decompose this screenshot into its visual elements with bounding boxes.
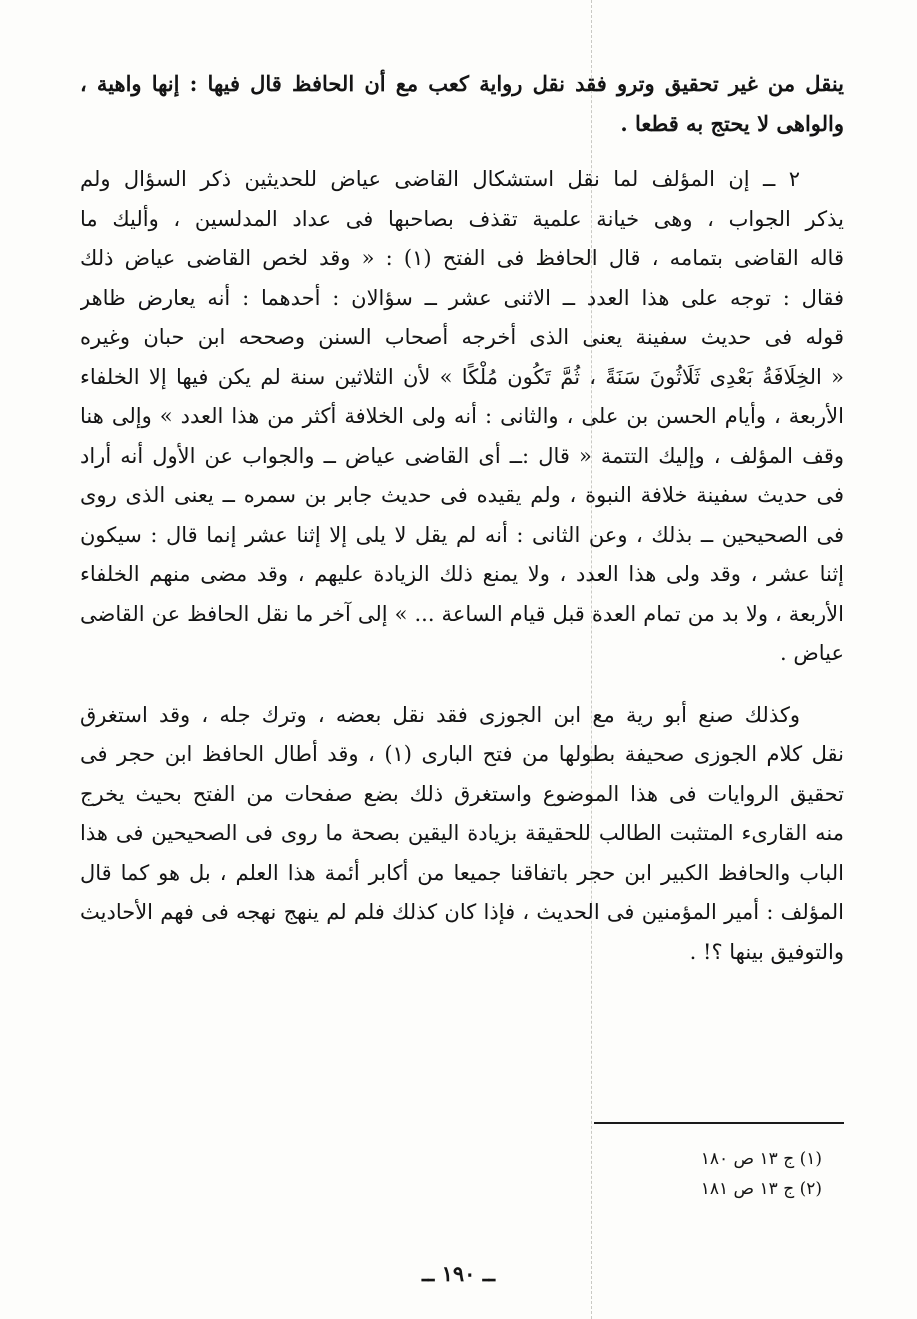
paragraph-1 bbox=[80, 64, 844, 143]
text-line: فى الصحيحين ــ بذلك ، وعن الثانى : أنه لم يقل لا يلى إلا إثنا عشر إنما قال : سيكون bbox=[80, 522, 844, 547]
text-line: ٢ ــ إن المؤلف لما نقل استشكال القاضى عياض للحديثين ذكر السؤال ولم bbox=[80, 167, 800, 191]
footnote-1: (١) ج ١٣ ص ١٨٠ bbox=[700, 1149, 822, 1169]
text-line: قاله القاضى بتمامه ، قال الحافظ فى الفتح (١) : « وقد لخص القاضى عياض ذلك bbox=[80, 246, 844, 270]
paragraph-3 bbox=[80, 696, 844, 973]
text-line: فى حديث سفينة خلافة النبوة ، ولم يقيده فى حديث جابر بن سمره ــ يعنى الذى روى bbox=[80, 483, 844, 507]
text-line: وقف المؤلف ، وإليك التتمة « قال :ــ أى القاضى عياض ــ والجواب عن الأول أنه أراد bbox=[80, 443, 844, 468]
footnote-separator bbox=[594, 1122, 844, 1124]
text-line: « الخِلَافَةُ بَعْدِى ثَلَاثُونَ سَنَةً ، ثُمَّ تَكُون مُلْكًا » لأن الثلاثين سنة لم يكن فيها إلا الخلفاء bbox=[80, 364, 844, 389]
text-line: قوله فى حديث سفينة يعنى الذى أخرجه أصحاب السنن وصححه ابن حبان وغيره bbox=[80, 325, 844, 349]
text-line: عياض . bbox=[779, 641, 844, 665]
text-line: والواهى لا يحتج به قطعا . bbox=[620, 110, 844, 136]
text-line: ينقل من غير تحقيق وترو فقد نقل رواية كعب مع أن الحافظ قال فيها : إنها واهية ، bbox=[80, 71, 844, 96]
text-line: يذكر الجواب ، وهى خيانة علمية تقذف بصاحبها فى عداد المدلسين ، وأليك ما bbox=[80, 206, 844, 231]
text-line: نقل كلام الجوزى صحيفة بطولها من فتح البارى (١) ، وقد أطال الحافظ ابن حجر فى bbox=[80, 742, 844, 766]
text-line: منه القارىء المتثبت الطالب للحقيقة بزيادة اليقين بصحة ما روى فى الصحيحين فى هذا bbox=[80, 821, 844, 845]
text-line: الأربعة ، وأيام الحسن بن على ، والثانى : أنه ولى الخلافة أكثر من هذا العدد » وإلى هنا bbox=[80, 404, 844, 428]
text-line: والتوفيق بينها ؟! . bbox=[689, 939, 844, 964]
text-line: فقال : توجه على هذا العدد ــ الاثنى عشر ــ سؤالان : أحدهما : أنه يعارض ظاهر bbox=[80, 285, 844, 310]
text-line: الباب والحافظ الكبير ابن حجر باتفاقنا جميعا من أكابر أئمة هذا العلم ، بل هو كما قال bbox=[80, 860, 844, 885]
page-number: ــ ١٩٠ ــ bbox=[421, 1261, 496, 1286]
text-line: تحقيق الروايات فى هذا الموضوع واستغرق ذلك بضع صفحات من الفتح بحيث يخرج bbox=[80, 781, 844, 806]
text-line: إثنا عشر ، وقد ولى هذا العدد ، ولا يمنع ذلك الزيادة عليهم ، وقد مضى منهم الخلفاء bbox=[80, 562, 844, 586]
page-body bbox=[80, 64, 844, 972]
text-line: الأربعة ، ولا بد من تمام العدة قبل قيام الساعة ... » إلى آخر ما نقل الحافظ عن القاضى bbox=[80, 601, 844, 626]
footnote-2: (٢) ج ١٣ ص ١٨١ bbox=[700, 1179, 822, 1199]
text-line: المؤلف : أمير المؤمنين فى الحديث ، فإذا كان كذلك فلم لم ينهج نهجه فى فهم الأحاديث bbox=[80, 900, 844, 924]
text-line: وكذلك صنع أبو رية مع ابن الجوزى فقد نقل بعضه ، وترك جله ، وقد استغرق bbox=[80, 702, 800, 727]
paragraph-2 bbox=[80, 160, 844, 674]
footnotes bbox=[522, 1144, 822, 1204]
